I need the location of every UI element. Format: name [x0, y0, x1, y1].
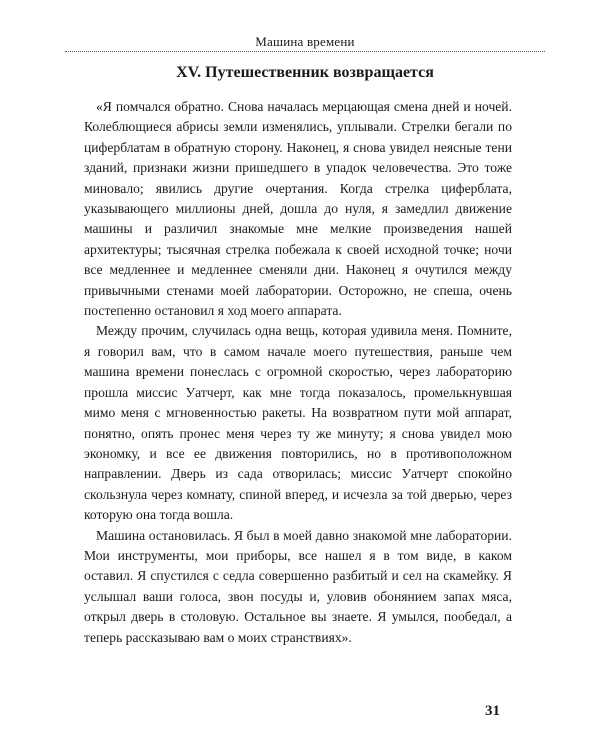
- paragraph-3: Машина остановилась. Я был в моей давно знакомой мне лаборатории. Мои инструменты, мои приборы, все нашел я в том виде, в каком оставил. Я спустился с седла совершенно разбитый и сел на скамейку. Я услышал ваши голоса, звон посуды и, уловив обонянием запах мяса, открыл дверь в столовую. Остальное вы знаете. Я умылся, пообедал, а теперь рассказываю вам о моих странствиях».: [84, 527, 512, 645]
- chapter-title: XV. Путешественник возвращается: [176, 64, 434, 81]
- paragraph-1: «Я помчался обратно. Снова началась мерцающая смена дней и ночей. Колеблющиеся абрисы земли изменялись, уплывали. Стрелки бегали по циферблатам в обратную сторону. Наконец, я снова увидел неясные тени зданий, признаки жизни пришедшего в упадок человечества. Это тоже миновало; явились другие очертания. Когда стрелка циферблата, указывающего миллионы дней, дошла до нуля, я замедлил движение машины и различил знакомые мне мелкие произведения нашей архитектуры; тысячная стрелка побежала к своей исходной точке; ночи все медленнее и медленнее сменяли дни. Наконец я очутился между привычными стенами моей лаборатории. Осторожно, не спеша, очень постепенно остановил я ход моего аппарата.: [84, 99, 512, 319]
- chapter-body: [84, 97, 512, 648]
- running-head: Машина времени: [255, 34, 355, 49]
- paragraph-2: Между прочим, случилась одна вещь, которая удивила меня. Помните, я говорил вам, что в самом начале моего путешествия, раньше чем машина времени понеслась с огромной скоростью, через лабораторию прошла миссис Уатчерт, как мне тогда показалось, промелькнувшая мимо меня с мгновенностью ракеты. На возвратном пути мой аппарат, понятно, опять пронес меня через ту же минуту; я снова увидел мою экономку, и все ее движения повторились, но в противоположном направлении. Дверь из сада отворилась; миссис Уатчерт спокойно скользнула через комнату, спиной вперед, и исчезла за той дверью, через которую она тогда вошла.: [84, 323, 512, 523]
- header-divider: [65, 51, 545, 52]
- page-number: 31: [485, 703, 500, 719]
